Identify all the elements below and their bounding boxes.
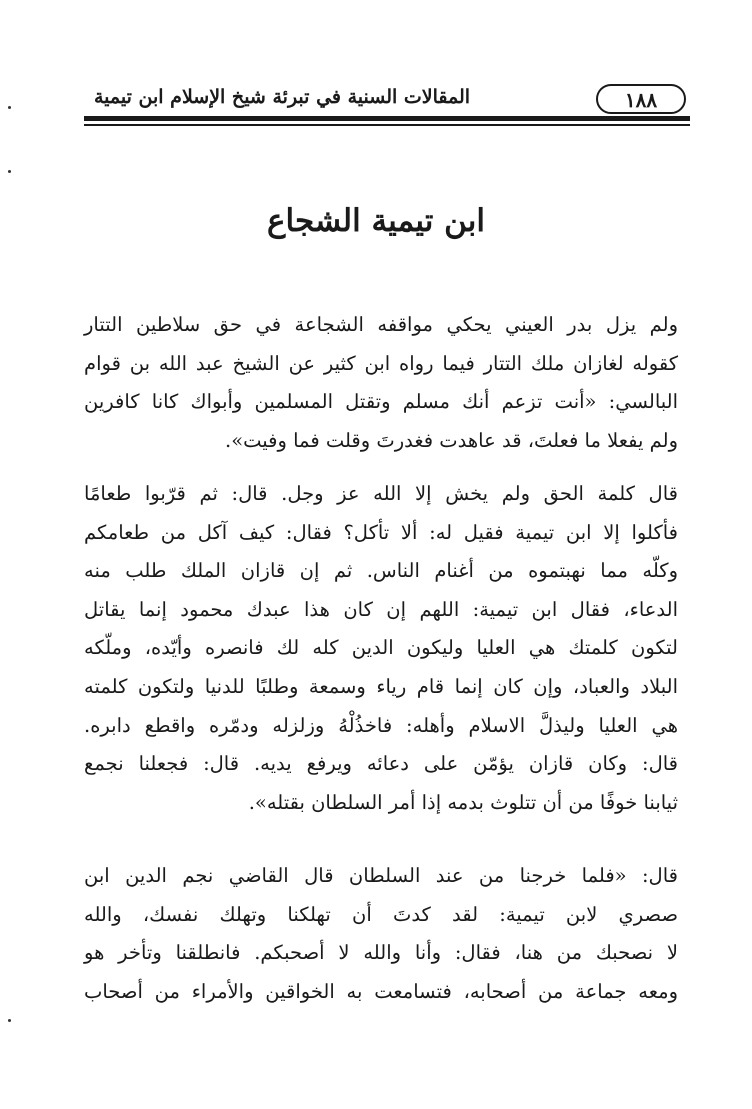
text-line: الدعاء، فقال ابن تيمية: اللهم إن كان هذا عبدك محمود إنما يقاتل: [84, 597, 678, 621]
text-line: لا نصحبك من هنا، فقال: وأنا والله لا أصحبكم. فانطلقنا وتأخر هو: [84, 941, 678, 965]
text-line: صصري لابن تيمية: لقد كدتَ أن تهلكنا وتهلك نفسك، والله: [84, 902, 678, 926]
paragraph-1: [84, 306, 678, 460]
text-line: ولم يفعلا ما فعلتَ، قد عاهدت فغدرتَ وقلت فما وفيت».: [225, 428, 678, 452]
text-line: ولم يزل بدر العيني يحكي مواقفه الشجاعة في حق سلاطين التتار: [84, 313, 678, 336]
page-number: ١٨٨: [596, 84, 686, 114]
text-line: ثيابنا خوفًا من أن تتلوث بدمه إذا أمر السلطان بقتله».: [248, 790, 678, 814]
text-line: قال: «فلما خرجنا من عند السلطان قال القاضي نجم الدين ابن: [84, 864, 678, 887]
text-line: ومعه جماعة من أصحابه، فتسامعت به الخواقين والأمراء من أصحاب: [84, 979, 678, 1003]
paragraph-3: [84, 857, 678, 1011]
page-header: [84, 82, 690, 118]
text-line: هي العليا وليذلَّ الاسلام وأهله: فاخذُلْهُ وزلزله ودمّره واقطع دابره.: [84, 713, 678, 737]
text-line: فأكلوا إلا ابن تيمية فقيل له: ألا تأكل؟ فقال: كيف آكل من طعامكم: [84, 520, 678, 544]
header-rule-thick: [84, 116, 690, 121]
text-line: قال كلمة الحق ولم يخش إلا الله عز وجل. قال: ثم قرّبوا طعامًا: [84, 482, 678, 505]
section-title: ابن تيمية الشجاع: [267, 203, 485, 239]
text-line: قال: وكان قازان يؤمّن على دعائه ويرفع يديه. قال: فجعلنا نجمع: [84, 752, 678, 776]
scan-margin-mark: [8, 106, 11, 109]
scan-margin-mark: [8, 1019, 11, 1022]
text-line: البالسي: «أنت تزعم أنك مسلم وتقتل المسلمين وأبواك كانا كافرين: [84, 390, 678, 414]
running-title: المقالات السنية في تبرئة شيخ الإسلام ابن تيمية: [94, 86, 471, 108]
text-line: لتكون كلمتك هي العليا وليكون الدين كله لك فانصره وأيّده، وملّكه: [84, 636, 678, 660]
header-rule-thin: [84, 124, 690, 126]
text-line: كقوله لغازان ملك التتار فيما رواه ابن كثير عن الشيخ عبد الله بن قوام: [84, 351, 678, 375]
paragraph-2: [84, 475, 678, 822]
text-line: وكلّه مما نهبتموه من أغنام الناس. ثم إن قازان الملك طلب منه: [84, 559, 678, 583]
scan-margin-mark: [8, 170, 11, 173]
text-line: البلاد والعباد، وإن كان إنما قام رياء وسمعة وطلبًا للدنيا ولتكون كلمته: [84, 674, 678, 698]
